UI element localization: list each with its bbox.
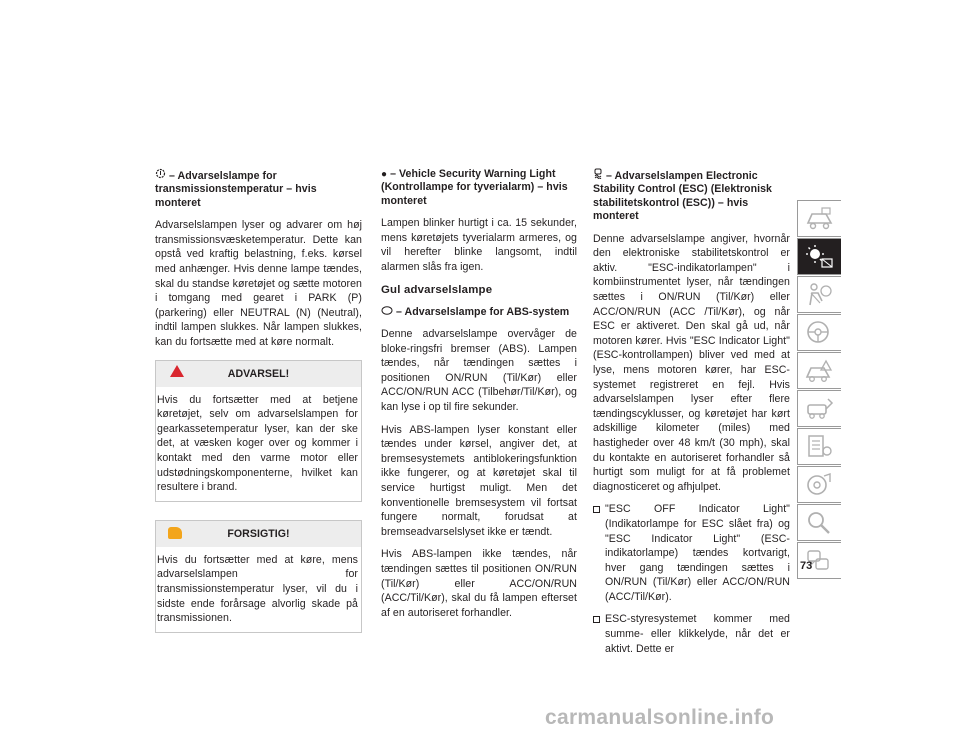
security-dot-icon: ●	[381, 169, 388, 180]
paragraph: Denne advarselslampe overvåger de bloke-ringsfri bremser (ABS). Lampen tændes, når tændingen sættes i positionen ON/RUN (Til/Kør) eller ACC/ON/RUN ACC (Tilbehør/Til/Kør), og kan lyse i op til fire sekunder.	[381, 328, 577, 413]
caution-box	[155, 520, 362, 633]
warning-box	[155, 360, 362, 502]
tab-service[interactable]	[797, 390, 841, 427]
warning-text: Hvis du fortsætter med at betjene køretøjet, selv om advarselslampen for gearkassetemperatur lyser, kan der ske det, at væsken koger over og kommer i kontakt med den varme motor eller udstødningskomponenterne, hvilket kan resultere i brand.	[157, 393, 358, 494]
watermark: carmanualsonline.info	[545, 706, 775, 729]
list-item-text: "ESC OFF Indicator Light" (Indikatorlampe for ESC slået fra) og "ESC Indicator Light" (ESC-indikatorlampe) tændes kortvarigt, hver gang tændingen sættes i ON/RUN (Til/Kør) eller ACC/ON/RUN (ACC/Til/Kør).	[605, 503, 790, 603]
subsection-title: Gul advarselslampe	[381, 283, 493, 296]
tab-specifications[interactable]	[797, 428, 841, 465]
car-service-icon	[804, 395, 836, 423]
steering-wheel-icon	[804, 319, 836, 347]
multimedia-icon	[804, 471, 836, 499]
warning-lights-icon	[804, 243, 836, 271]
tab-starting-operating[interactable]	[797, 314, 841, 351]
list-item	[593, 502, 790, 604]
tab-car-dashboard[interactable]	[797, 200, 841, 237]
paragraph: Hvis ABS-lampen lyser konstant eller tændes under kørsel, angiver det, at bremsesystemets antiblokeringsfunktion ikke fungerer, og at køretøjet skal til service hurtigst muligt. Men det konventionelle bremsesystem vil fortsat fungere normalt, forudsat at bremseadvarselslyset ikke er tændt.	[381, 423, 577, 538]
caution-header	[156, 521, 361, 547]
list-item	[593, 612, 790, 656]
paragraph: Advarselslampen lyser og advarer om høj transmissionsvæsketemperatur. Dette kan opstå ved kraftig belastning, f.eks. kørsel med anhænger. Hvis denne lampe tændes, skal du standse køretøjet og sætte motoren i tomgang med gearet i PARK (P) (parkering) eller NEUTRAL (N) (Neutral), indtil lampen slukkes. Når lampen slukkes, kan du fortsætte med at køre normalt.	[155, 219, 362, 348]
chapter-tabs	[797, 200, 841, 580]
heading-text: – Advarselslampe for ABS-system	[396, 305, 570, 318]
warning-body	[156, 387, 361, 501]
bullet-square-icon	[593, 616, 600, 623]
warning-header	[156, 361, 361, 387]
column-2	[381, 168, 577, 628]
gear-temperature-icon	[155, 168, 166, 183]
specifications-icon	[804, 433, 836, 461]
caution-title: FORSIGTIG!	[227, 527, 290, 540]
bullet-square-icon	[593, 506, 600, 513]
tab-safety[interactable]	[797, 276, 841, 313]
emergency-car-icon	[804, 357, 836, 385]
paragraph: Denne advarselslampe angiver, hvornår den elektroniske stabilitetskontrol er aktiv. "ESC-indikatorlampen" i kombiinstrumentet lyser, når tændingen sættes i ON/RUN (Til/Kør) eller ACC/ON/RUN (ACC /Til/Kør), og når ESC er aktiveret. Den skal gå ud, når motoren kører. Hvis "ESC Indicator Light" (ESC-kontrollampen) bliver ved med at lyse, mens motoren kører, har ESC-systemet registreret en fejl. Hvis advarselslampen lyser efter flere tændingscyklusser, og køretøjet har kørt adskillige kilometer (miles) med hastigheder over 48 km/t (30 mph), skal du kontakte en autoriseret forhandler så hurtigt som muligt for at få problemet diagnosticeret og afhjulpet.	[593, 232, 790, 493]
tab-index[interactable]	[797, 504, 841, 541]
section-heading-transmission-temp	[155, 168, 362, 210]
column-3	[593, 168, 790, 664]
warning-title: ADVARSEL!	[227, 367, 290, 380]
heading-text: – Advarselslampen Electronic Stability Control (ESC) (Elektronisk stabilitetskontrol (ESC)) – hvis monteret	[593, 170, 772, 223]
esc-skid-icon	[593, 168, 603, 183]
search-index-icon	[804, 509, 836, 537]
section-heading-security	[381, 168, 577, 208]
paragraph: Lampen blinker hurtigt i ca. 15 sekunder, mens køretøjets tyverialarm armeres, og vil herefter blinke langsomt, indtil alarmen slås fra igen.	[381, 217, 577, 273]
abs-icon	[381, 306, 393, 319]
warning-triangle-icon	[170, 365, 184, 377]
column-1	[155, 168, 362, 633]
heading-text: – Vehicle Security Warning Light (Kontrollampe for tyverialarm) – hvis monteret	[381, 168, 568, 207]
page-number: 73	[800, 560, 813, 572]
caution-body	[156, 547, 361, 632]
safety-airbag-icon	[804, 281, 836, 309]
car-dashboard-icon	[804, 205, 836, 233]
paragraph: Hvis ABS-lampen ikke tændes, når tændingen sættes til positionen ON/RUN (Til/Kør) eller ACC/ON/RUN (ACC/Til/Kør), skal du få lampen efterset af en autoriseret forhandler.	[381, 548, 577, 619]
section-heading-abs	[381, 306, 577, 319]
tab-emergency[interactable]	[797, 352, 841, 389]
section-heading-esc	[593, 168, 790, 224]
list-item-text: ESC-styresystemet kommer med summe- eller klikkelyde, når det er aktivt. Dette er	[605, 613, 790, 655]
tab-warning-lights[interactable]	[797, 238, 841, 275]
heading-text: – Advarselslampe for transmissionstemperatur – hvis monteret	[155, 170, 317, 209]
tab-multimedia[interactable]	[797, 466, 841, 503]
caution-text: Hvis du fortsætter med at køre, mens advarselslampen for transmissionstemperatur lyser, vil du i sidste ende forårsage alvorlig skade på transmissionen.	[157, 553, 358, 625]
car-caution-icon	[168, 527, 182, 539]
